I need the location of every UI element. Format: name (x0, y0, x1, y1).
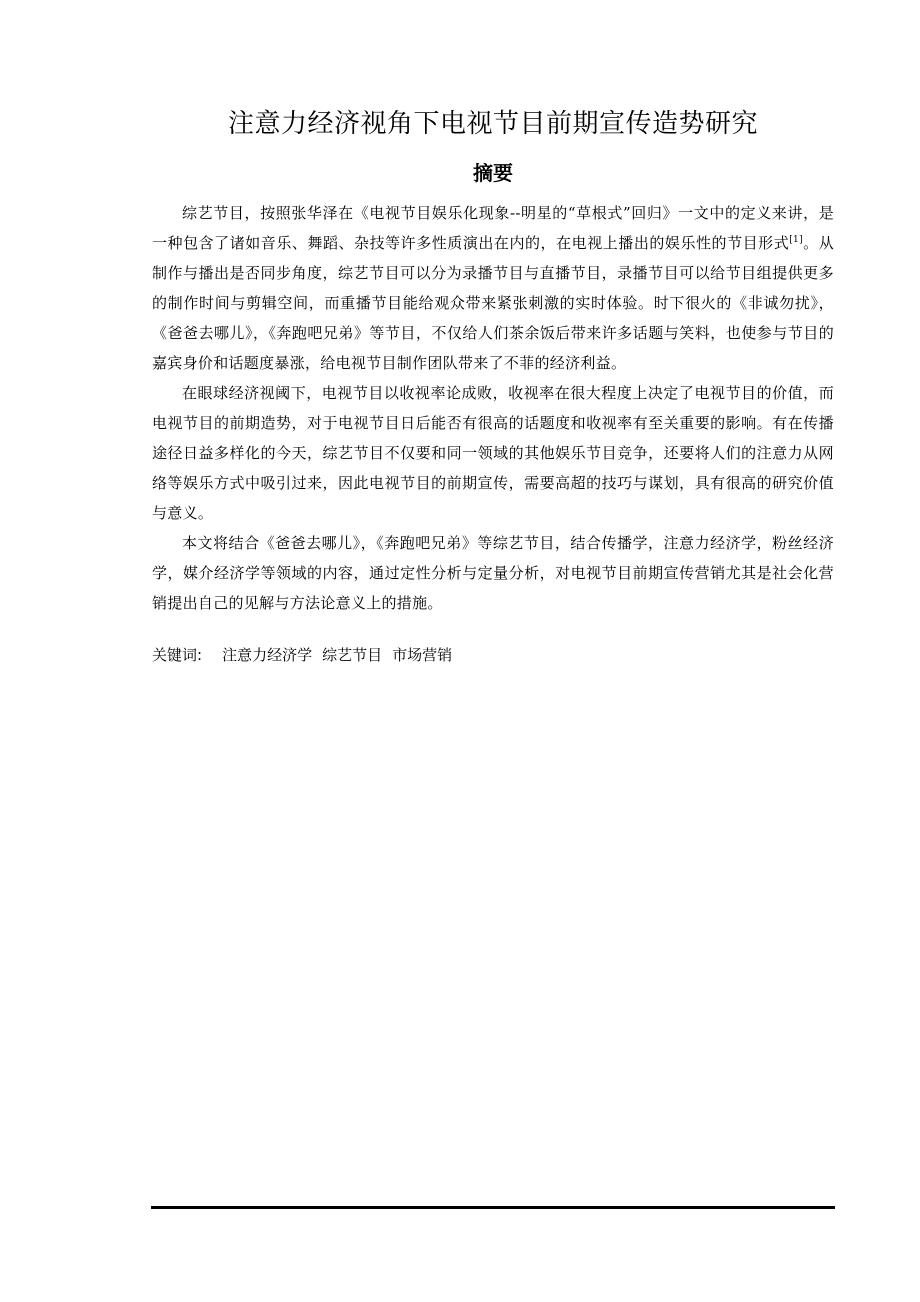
keyword-item: 注意力经济学 (222, 646, 313, 664)
citation-ref[interactable]: [1] (789, 235, 803, 245)
keyword-item: 市场营销 (392, 646, 453, 664)
paragraph-1-text-a: 综艺节目，按照张华泽在《电视节目娱乐化现象--明星的“草根式”回归》一文中的定义来讲，是一种包含了诸如音乐、舞蹈、杂技等许多性质演出在内的，在电视上播出的娱乐性的节目形式 (152, 204, 834, 252)
abstract-paragraph-1 (152, 198, 834, 378)
keywords-label: 关键词: (152, 646, 203, 664)
footer-divider (151, 1206, 835, 1209)
paragraph-1-text-b: 。从制作与播出是否同步角度，综艺节目可以分为录播节目与直播节目，录播节目可以给节目组提供更多的制作时间与剪辑空间，而重播节目能给观众带来紧张刺激的实时体验。时下很火的《非诚勿扰》，《爸爸去哪儿》，《奔跑吧兄弟》等节目，不仅给人们茶余饭后带来许多话题与笑料，也使参与节目的嘉宾身价和话题度暴涨，给电视节目制作团队带来了不菲的经济利益。 (152, 234, 834, 372)
abstract-paragraph-2: 在眼球经济视阈下，电视节目以收视率论成败，收视率在很大程度上决定了电视节目的价值，而电视节目的前期造势，对于电视节目日后能否有很高的话题度和收视率有至关重要的影响。有在传播途径日益多样化的今天，综艺节目不仅要和同一领域的其他娱乐节目竞争，还要将人们的注意力从网络等娱乐方式中吸引过来，因此电视节目的前期宣传，需要高超的技巧与谋划，具有很高的研究价值与意义。 (152, 384, 834, 522)
abstract-paragraph-3: 本文将结合《爸爸去哪儿》，《奔跑吧兄弟》等综艺节目，结合传播学，注意力经济学，粉丝经济学，媒介经济学等领域的内容，通过定性分析与定量分析，对电视节目前期宣传营销尤其是社会化营销提出自己的见解与方法论意义上的措施。 (152, 534, 834, 612)
keywords-line (152, 640, 834, 670)
keyword-item: 综艺节目 (322, 646, 383, 664)
abstract-body (152, 198, 834, 618)
document-title: 注意力经济视角下电视节目前期宣传造势研究 (227, 109, 758, 139)
abstract-heading: 摘要 (473, 161, 513, 185)
